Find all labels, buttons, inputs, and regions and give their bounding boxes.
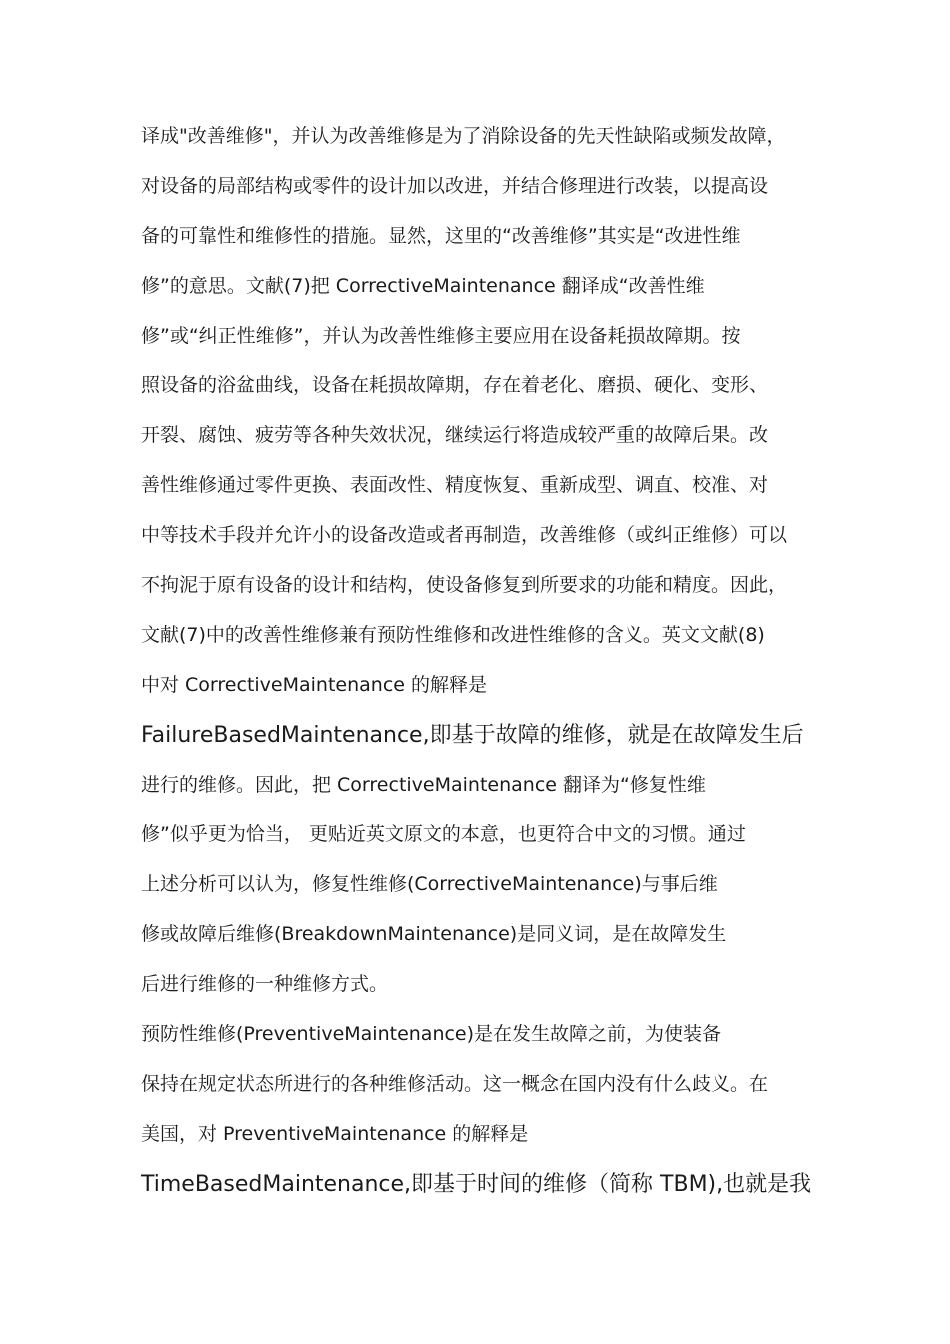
- text-line: 保持在规定状态所进行的各种维修活动。这一概念在国内没有什么歧义。在: [141, 1072, 769, 1095]
- text-line: 不拘泥于原有设备的设计和结构，使设备修复到所要求的功能和精度。因此，: [141, 574, 788, 597]
- text-line: 修或故障后维修(BreakdownMaintenance)是同义词，是在故障发生: [141, 923, 727, 946]
- text-line: 进行的维修。因此，把 CorrectiveMaintenance 翻译为“修复性维: [141, 773, 706, 796]
- text-line: 对设备的局部结构或零件的设计加以改进，并结合修理进行改装，以提高设: [141, 174, 769, 197]
- text-line: 中等技术手段并允许小的设备改造或者再制造，改善维修（或纠正维修）可以: [141, 524, 788, 547]
- text-line: TimeBasedMaintenance,即基于时间的维修（简称 TBM),也就是我: [141, 1171, 812, 1197]
- text-line: FailureBasedMaintenance,即基于故障的维修，就是在故障发生后: [141, 722, 804, 748]
- body-text: [141, 112, 821, 1210]
- text-line: 上述分析可以认为，修复性维修(CorrectiveMaintenance)与事后维: [141, 873, 718, 896]
- text-line: 修”或“纠正性维修”，并认为改善性维修主要应用在设备耗损故障期。按: [141, 324, 741, 347]
- text-line: 修”似乎更为恰当， 更贴近英文原文的本意，也更符合中文的习惯。通过: [141, 823, 746, 846]
- text-line: 修”的意思。文献(7)把 CorrectiveMaintenance 翻译成“改善性维: [141, 274, 705, 297]
- text-line: 译成"改善维修"，并认为改善维修是为了消除设备的先天性缺陷或频发故障，: [141, 125, 786, 147]
- text-line: 后进行维修的一种维修方式。: [141, 973, 389, 996]
- text-line: 预防性维修(PreventiveMaintenance)是在发生故障之前，为使装备: [141, 1023, 722, 1046]
- text-line: 开裂、腐蚀、疲劳等各种失效状况，继续运行将造成较严重的故障后果。改: [141, 424, 769, 447]
- text-line: 美国，对 PreventiveMaintenance 的解释是: [141, 1122, 529, 1145]
- text-line: 备的可靠性和维修性的措施。显然，这里的“改善维修”其实是“改进性维: [141, 224, 741, 247]
- text-line: 照设备的浴盆曲线，设备在耗损故障期，存在着老化、磨损、硬化、变形、: [141, 374, 769, 397]
- text-line: 中对 CorrectiveMaintenance 的解释是: [141, 673, 487, 696]
- text-line: 文献(7)中的改善性维修兼有预防性维修和改进性维修的含义。英文文献(8): [141, 623, 765, 646]
- text-line: 善性维修通过零件更换、表面改性、精度恢复、重新成型、调直、校准、对: [141, 474, 769, 497]
